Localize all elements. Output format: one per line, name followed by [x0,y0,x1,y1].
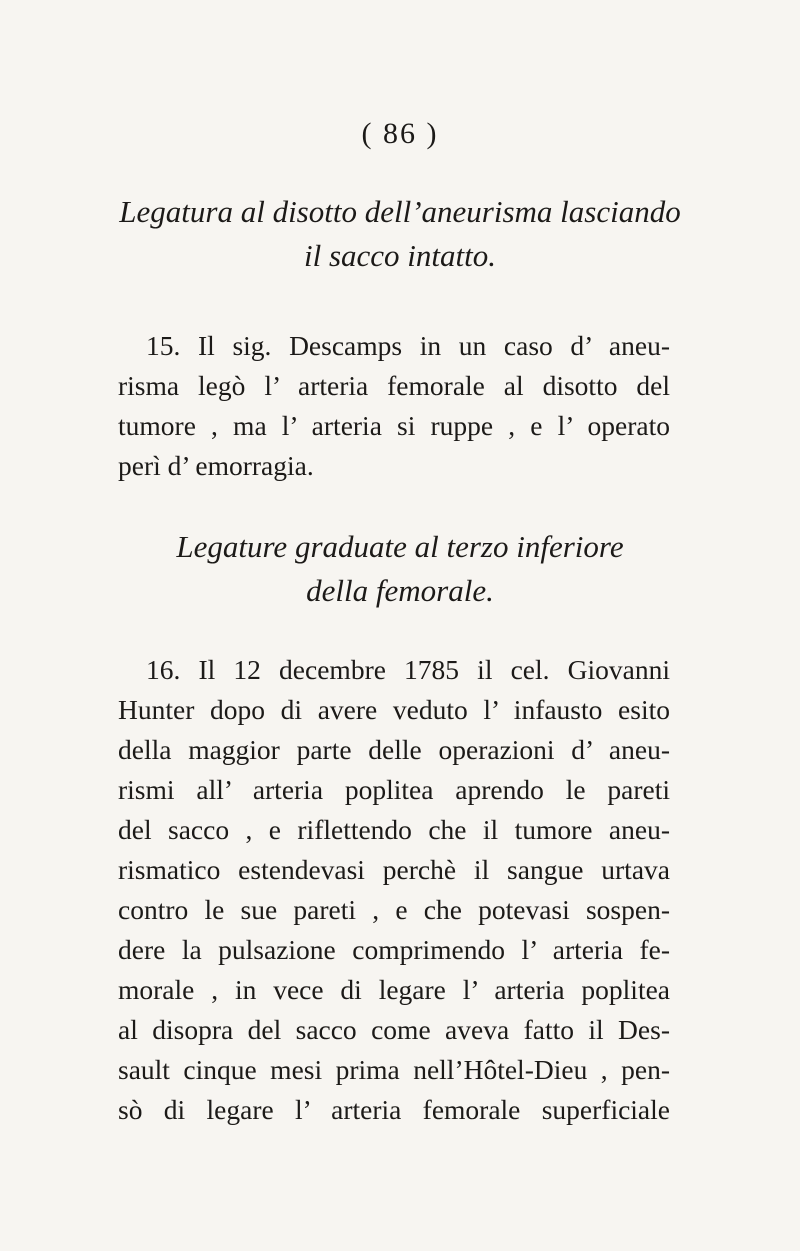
paragraph-15 [118,326,670,486]
heading-line: della femorale. [306,573,494,608]
paragraph-line: dere la pulsazione comprimendo l’ arteria fe- [118,934,670,965]
paragraph-line: perì d’ emorragia. [118,450,314,481]
paragraph-line: 16. Il 12 decembre 1785 il cel. Giovanni [146,654,670,685]
heading-line: Legature graduate al terzo inferiore [176,529,624,564]
paragraph-line: contro le sue pareti , e che potevasi sospen- [118,894,670,925]
heading-line: Legatura al disotto dell’aneurisma lasciando [119,194,681,229]
paragraph-16 [118,650,670,1130]
paragraph-line: risma legò l’ arteria femorale al disotto del [118,370,670,401]
paragraph-line: morale , in vece di legare l’ arteria poplitea [118,974,670,1005]
paragraph-line: rismatico estendevasi perchè il sangue urtava [118,854,670,885]
page-number: ( 86 ) [361,117,439,150]
paragraph-line: della maggior parte delle operazioni d’ aneu- [118,734,670,765]
paragraph-line: sò di legare l’ arteria femorale superficiale [118,1094,670,1125]
section-heading-ligature-below-aneurysm [0,190,800,278]
paragraph-line: rismi all’ arteria poplitea aprendo le pareti [118,774,670,805]
paragraph-line: 15. Il sig. Descamps in un caso d’ aneu- [146,330,670,361]
paragraph-line: sault cinque mesi prima nell’Hôtel-Dieu , pen- [118,1054,670,1085]
paragraph-line: tumore , ma l’ arteria si ruppe , e l’ operato [118,410,670,441]
paragraph-line: del sacco , e riflettendo che il tumore aneu- [118,814,670,845]
paragraph-line: al disopra del sacco come aveva fatto il Des- [118,1014,670,1045]
section-heading-graduated-ligatures [0,525,800,613]
heading-line: il sacco intatto. [303,238,496,273]
paragraph-line: Hunter dopo di avere veduto l’ infausto esito [118,694,670,725]
